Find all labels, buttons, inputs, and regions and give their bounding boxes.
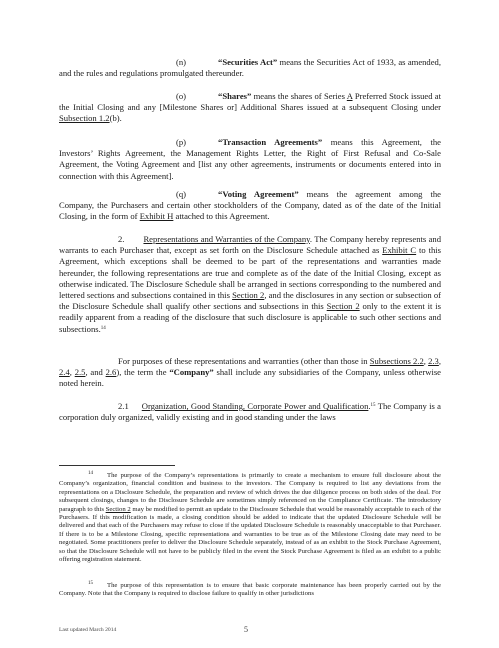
defined-term: “Shares” (218, 91, 252, 101)
section-text: The Company is a corporation duly organized, validly existing and in good standing under the laws (59, 401, 441, 423)
paragraph-text: shall include any subsidiaries of the Company, unless otherwise noted herein. (59, 367, 441, 389)
footnote-ref[interactable]: 14 (100, 325, 106, 331)
footnote-number: 14 (88, 471, 93, 476)
definition-n (59, 57, 441, 79)
purposes-paragraph (59, 356, 441, 390)
section-text: . (368, 401, 371, 411)
subsection-reference[interactable]: Subsection 1.2 (59, 113, 110, 124)
section-reference[interactable]: Section 2 (326, 301, 360, 312)
paragraph-text: ), the term the (116, 367, 170, 378)
footnote-number: 15 (88, 581, 93, 586)
clause-label: (o) (176, 91, 187, 101)
subsection-reference[interactable]: Subsections 2.2 (369, 356, 424, 366)
section-number: 2. (118, 234, 125, 244)
definition-text: means the agreement among the Company, the Purchasers and certain other stockholders of the Company, dated as of the date of the Initial Closing, in the form of (59, 189, 441, 222)
defined-term: “Voting Agreement” (218, 189, 299, 199)
section-reference[interactable]: Section 2 (105, 505, 131, 513)
defined-term: “Company” (169, 367, 214, 378)
definition-text: Preferred Stock issued at the Initial Closing and any [Milestone Shares or] Additional Shares issued at a subsequent Closing under (59, 91, 441, 113)
clause-label: (p) (176, 137, 187, 147)
separator: , (69, 367, 75, 378)
footnote-ref[interactable]: 15 (370, 403, 376, 408)
clause-label: (n) (176, 57, 187, 67)
section-heading: Representations and Warranties of the Company (143, 234, 310, 244)
clause-label: (q) (176, 189, 187, 199)
subsection-reference[interactable]: 2.4 (59, 367, 70, 378)
exhibit-reference[interactable]: Exhibit H (139, 211, 174, 222)
section-reference[interactable]: Section 2 (232, 290, 265, 301)
paragraph-text: For purposes of these representations and warranties (other than those in (118, 356, 370, 366)
separator: , and (85, 367, 106, 378)
definition-text: means this Agreement, the Investors’ Rights Agreement, the Management Rights Letter, the Right of First Refusal and Co-Sale Agreement, the Voting Agreement and [list any other agreements, instruments or documents entered into in connection with this Agreement]. (59, 137, 441, 181)
definition-text: means the shares of Series (251, 91, 347, 101)
defined-term: “Securities Act” (218, 57, 278, 67)
subsection-reference[interactable]: 2.5 (74, 367, 86, 378)
section-text: only to the extent it is readily apparent from a reading of the disclosure that such disclosure is applicable to such other sections and subsections. (59, 301, 442, 334)
defined-term: “Transaction Agreements” (218, 137, 323, 147)
section-2 (59, 234, 441, 335)
definition-o (59, 91, 441, 125)
separator: , (438, 356, 442, 366)
section-text: . The Company hereby represents and warrants to each Purchaser that, except as set forth on the Disclosure Schedule attached as (59, 234, 441, 256)
footnote-14 (59, 472, 441, 564)
section-number: 2.1 (118, 401, 129, 411)
section-2-1 (59, 401, 441, 423)
page-number: 5 (244, 625, 248, 634)
section-heading: Organization, Good Standing, Corporate Power and Qualification (141, 401, 369, 411)
footnote-15 (59, 582, 441, 599)
section-text: , and the disclosures in any section or subsection of the Disclosure Schedule shall qualify other sections and subsections in this (59, 290, 441, 312)
definition-text: (b). (109, 113, 122, 124)
footnote-divider (59, 465, 175, 466)
series-letter: A (346, 91, 353, 101)
definition-text: attached to this Agreement. (173, 211, 270, 222)
section-text: to this Agreement, which exceptions shall be deemed to be part of the representations and warranties made hereunder, the following representations are true and complete as of the date of the Initial Closing, except as otherwise indicated. The Disclosure Schedule shall be arranged in sections corresponding to the numbered and lettered sections and subsections contained in this (59, 245, 441, 301)
subsection-reference[interactable]: 2.3 (428, 356, 439, 366)
footnote-text: The purpose of the Company’s representations is primarily to create a mechanism to ensure full disclosure about the Company’s organization, financial condition and business to the investors. The Company is required to list any deviations from the representations on a Disclosure Schedule, the preparation and review of which drives the due diligence process on both sides of the deal. For subsequent closings, changes to the Disclosure Schedule are sometimes simply referenced on the Compliance Certificate. The introductory paragraph to this (59, 472, 441, 513)
definition-p (59, 137, 441, 182)
definition-q (59, 189, 441, 223)
footnote-text: may be modified to permit an update to the Disclosure Schedule that would be reasonably acceptable to each of the Purchasers. If this modification is made, a closing condition should be added to indicate that the updated Disclosure Schedule will be delivered and that each of the Purchasers may refuse to close if the updated Disclosure Schedule is reasonably unacceptable to that Purchaser. If there is to be a Milestone Closing, specific representations and warranties to be true as of the Milestone Closing date may need to be negotiated. Some practitioners prefer to deliver the Disclosure Schedule separately, instead of as an exhibit to the Stock Purchase Agreement, so that the Disclosure Schedule will not have to be publicly filed in the event the Stock Purchase Agreement is filed as an exhibit to a public offering registration statement. (59, 505, 441, 564)
footnote-text: The purpose of this representation is to ensure that basic corporate maintenance has been properly carried out by the Company. Note that the Company is required to disclose failure to qualify in other jurisdictions (59, 582, 441, 598)
separator: , (423, 356, 429, 366)
exhibit-reference[interactable]: Exhibit C (382, 245, 417, 256)
definition-text: means the Securities Act of 1933, as amended, and the rules and regulations promulgated thereunder. (59, 57, 441, 79)
last-updated-note: Last updated March 2014 (59, 627, 117, 633)
subsection-reference[interactable]: 2.6 (105, 367, 117, 378)
